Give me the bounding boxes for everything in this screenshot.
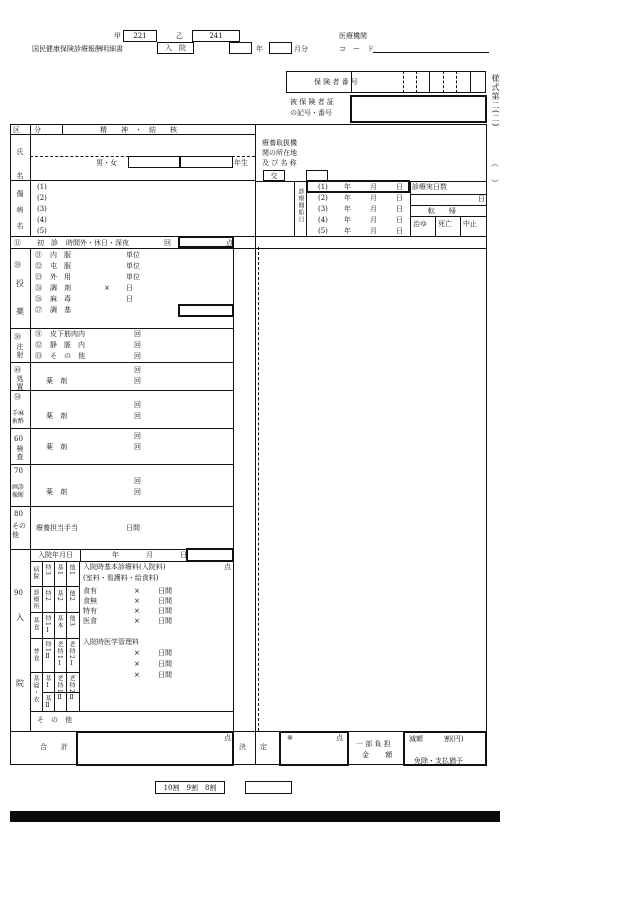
digit-div <box>443 71 444 93</box>
line <box>30 672 79 673</box>
c-u-2: 回 <box>134 352 141 360</box>
line <box>10 464 233 465</box>
meal-d: 日間 <box>158 607 172 615</box>
line <box>62 124 63 134</box>
gazo-kai-2: 回 <box>134 488 141 496</box>
meal-label: 食有 <box>83 587 97 595</box>
label-byoin: 病院 <box>32 566 39 580</box>
shujutsu-num: ㊿ <box>14 393 21 401</box>
gokei-box[interactable] <box>76 731 234 766</box>
line <box>435 216 436 236</box>
c-u-0: 回 <box>134 330 141 338</box>
gokei-ten: 点 <box>224 734 231 742</box>
paren-1: ︵ <box>491 159 499 168</box>
line <box>10 134 255 135</box>
c-l-2: そ の 他 <box>50 352 85 360</box>
year-box[interactable] <box>229 42 252 54</box>
c-n-2: ㉝ <box>35 352 42 360</box>
sonota-nichi: 日間 <box>126 524 140 532</box>
cell-toku2[interactable]: 特2 <box>44 590 51 602</box>
start-m: 月 <box>370 216 377 224</box>
line <box>10 362 233 363</box>
chusha-label: 注射 <box>16 343 24 359</box>
c-l-0: 皮下筋肉内 <box>50 330 85 338</box>
line <box>30 561 233 562</box>
line <box>410 181 411 236</box>
t-l-2: 外 用 <box>50 273 71 281</box>
t-x-3: × <box>104 284 110 292</box>
start-label: 診療開始日 <box>297 188 304 223</box>
line <box>233 248 234 731</box>
disease-1: (1) <box>37 183 47 191</box>
bottom-bar <box>10 811 500 822</box>
gazo-yakuzai: 薬 剤 <box>46 488 67 496</box>
born-label: 年生 <box>234 159 248 167</box>
month-box[interactable] <box>269 42 292 54</box>
kensa-kai-1: 回 <box>134 432 141 440</box>
line <box>10 428 233 429</box>
line <box>294 181 295 236</box>
nyuin-d: 日 <box>180 551 187 559</box>
c-u-1: 回 <box>134 341 141 349</box>
shoshin-kai: 回 <box>164 239 171 247</box>
igaku-x: × <box>134 649 140 657</box>
cell-ki-2[interactable]: 基Ⅱ <box>44 695 51 710</box>
birth-box[interactable] <box>180 156 233 168</box>
line <box>30 248 31 731</box>
chushi[interactable]: 中止 <box>463 220 477 228</box>
start-y: 年 <box>344 183 351 191</box>
kihon-title: 入院時基本診療料(入院料) <box>83 563 166 571</box>
gazo-label: 画診像断 <box>12 484 25 499</box>
line <box>79 561 80 711</box>
line <box>10 236 487 237</box>
t-n-0: ㉑ <box>35 251 42 259</box>
line <box>410 194 487 195</box>
facility-l2: 関の所在地 <box>262 149 297 157</box>
shibou[interactable]: 死亡 <box>438 220 452 228</box>
jitsu-d: 日 <box>478 195 485 203</box>
start-d: 日 <box>396 194 403 202</box>
line <box>10 180 255 181</box>
meal-x: × <box>134 597 140 605</box>
sonota-text: 療養担当手当 <box>36 524 78 532</box>
igaku-d: 日間 <box>158 671 172 679</box>
igaku-x: × <box>134 660 140 668</box>
start-3: (3) <box>318 205 328 213</box>
disease-4: (4) <box>37 216 47 224</box>
cell-ta1[interactable]: 他1 <box>68 564 75 576</box>
digit-div <box>429 71 430 93</box>
ko-badge: 交 <box>263 170 285 181</box>
line <box>460 216 461 236</box>
chusha-num: ㉚ <box>14 333 21 341</box>
c-n-1: ㉜ <box>35 341 42 349</box>
shujutsu-label: 手麻術酔 <box>12 410 25 425</box>
digit-div <box>416 71 417 93</box>
kensa-label: 検査 <box>16 445 24 461</box>
wari-box[interactable] <box>245 781 292 794</box>
otsu-label: 乙 <box>176 32 183 40</box>
kubun-value: 精 神 ・ 結 核 <box>100 126 177 134</box>
line <box>54 561 55 711</box>
nyuin-badge: 入 院 <box>157 42 194 54</box>
code-label: コ ー ド <box>339 45 374 53</box>
gengaku: 減額 割(円) <box>409 735 464 743</box>
igaku-x: × <box>134 671 140 679</box>
start-d: 日 <box>396 227 403 235</box>
start-5: (5) <box>318 227 328 235</box>
line <box>10 248 487 249</box>
line <box>66 561 67 711</box>
t-l-3: 調 剤 <box>50 284 71 292</box>
igaku-d: 日間 <box>158 660 172 668</box>
jitsu-label: 診療実日数 <box>412 183 447 191</box>
meal-x: × <box>134 617 140 625</box>
kubun-label: 区 分 <box>13 126 41 134</box>
cell-ki1[interactable]: 基1 <box>56 564 63 576</box>
label-fushoku: 普食 <box>32 648 39 662</box>
start-4: (4) <box>318 216 328 224</box>
insurer-number-label: 保 険 者 番 号 <box>314 78 358 86</box>
cell-ta2[interactable]: 他2 <box>68 590 75 602</box>
t-n-4: ㉖ <box>35 295 42 303</box>
line <box>10 390 233 391</box>
cell-toku3[interactable]: 特3 <box>44 564 51 576</box>
start-y: 年 <box>344 194 351 202</box>
nyuin-date-box[interactable] <box>186 548 234 562</box>
kigo-box[interactable] <box>350 95 487 123</box>
shoshin-ten: 点 <box>226 239 233 247</box>
start-m: 月 <box>370 205 377 213</box>
t-u-0: 単位 <box>126 251 140 259</box>
paren-2: ︶ <box>491 179 499 188</box>
line <box>30 711 233 712</box>
igaku-d: 日間 <box>158 649 172 657</box>
disease-label: 傷 病 名 <box>16 190 24 230</box>
nyuin-l1: 入 <box>16 613 24 622</box>
t-n-1: ㉒ <box>35 262 42 270</box>
t-u-4: 日 <box>126 295 133 303</box>
menjo: 免除・支払猶予 <box>414 757 463 765</box>
nyuin-num: 90 <box>14 589 23 597</box>
kigo-label-2: の記号・番号 <box>290 109 332 117</box>
t-l-5: 調 基 <box>50 306 71 314</box>
meal-label: 特有 <box>83 607 97 615</box>
shujutsu-kai-2: 回 <box>134 412 141 420</box>
igaku-title: 入院時医学管理料 <box>83 638 139 646</box>
start-d: 日 <box>396 205 403 213</box>
cell-kihon[interactable]: 基本 <box>56 615 63 629</box>
nyuin-m: 月 <box>146 551 153 559</box>
line <box>258 247 259 731</box>
kihon-sub: (室料・看護料・給食料) <box>83 574 159 582</box>
shochi-kai-1: 回 <box>134 366 141 374</box>
start-y: 年 <box>344 216 351 224</box>
kettei-label: 決 定 <box>239 743 267 751</box>
t-l-4: 麻 毒 <box>50 295 71 303</box>
cell-ki-1[interactable]: 基Ⅰ <box>44 675 51 690</box>
kettei-kome: ※ <box>287 734 293 742</box>
gazo-kai-1: 回 <box>134 477 141 485</box>
shochi-yakuzai: 薬 剤 <box>46 377 67 385</box>
disease-2: (2) <box>37 194 47 202</box>
shoshin-label: 初 診 <box>37 239 58 247</box>
form-number: 様式第二(二) <box>491 74 500 128</box>
digit-div <box>456 71 457 93</box>
shochi-kai-2: 回 <box>134 377 141 385</box>
c-l-1: 静 脈 内 <box>50 341 85 349</box>
line <box>30 612 79 613</box>
shujutsu-kai-1: 回 <box>134 401 141 409</box>
line <box>30 586 79 587</box>
year-unit: 年 <box>256 45 263 53</box>
cell-toku1-2[interactable]: 特1Ⅱ <box>44 641 51 661</box>
birth-box[interactable] <box>128 156 180 168</box>
line <box>255 247 256 731</box>
start-d: 日 <box>396 216 403 224</box>
touyaku-l2: 薬 <box>16 307 24 316</box>
month-unit: 月分 <box>294 45 308 53</box>
sonota-label: その他 <box>12 522 26 539</box>
ko-value[interactable]: 221 <box>123 30 157 42</box>
kigo-label-1: 被 保 険 者 証 <box>290 98 334 106</box>
kensa-yakuzai: 薬 剤 <box>46 443 67 451</box>
otsu-value[interactable]: 241 <box>192 30 240 42</box>
line <box>10 328 233 329</box>
meal-x: × <box>134 587 140 595</box>
inst-label: 医療機関 <box>339 32 367 40</box>
t-l-0: 内 服 <box>50 251 71 259</box>
kensa-num: 60 <box>14 435 23 443</box>
start-m: 月 <box>370 194 377 202</box>
chiyu[interactable]: 治ゆ <box>413 220 427 228</box>
disease-5: (5) <box>37 227 47 235</box>
line <box>80 549 81 561</box>
meal-d: 日間 <box>158 597 172 605</box>
start-y: 年 <box>344 205 351 213</box>
t-n-3: ㉔ <box>35 284 42 292</box>
digit-div <box>470 71 471 93</box>
meal-d: 日間 <box>158 617 172 625</box>
sonota-num: 80 <box>14 510 23 518</box>
c-n-0: ㉛ <box>35 330 42 338</box>
t-l-1: 屯 服 <box>50 262 71 270</box>
label-kishoku: 基食 <box>32 617 39 631</box>
cell-ta3[interactable]: 他3 <box>68 615 75 627</box>
t-u-2: 単位 <box>126 273 140 281</box>
start-2: (2) <box>318 194 328 202</box>
cell-rotoku1-2[interactable]: 老特1Ⅱ <box>56 675 63 702</box>
t-n-2: ㉓ <box>35 273 42 281</box>
facility-l1: 療養取扱機 <box>262 139 297 147</box>
kettei-ten: 点 <box>336 734 343 742</box>
line <box>10 506 233 507</box>
meal-x: × <box>134 607 140 615</box>
cell-rotoku2-1[interactable]: 老特2Ⅰ <box>68 641 75 668</box>
nyuin-y: 年 <box>112 551 119 559</box>
t-u-3: 日 <box>126 284 133 292</box>
form-title: 国民健康保険診療報酬明細書 <box>32 45 123 53</box>
start-d: 日 <box>396 183 403 191</box>
shoshin-num: ⑪ <box>14 239 21 247</box>
disease-3: (3) <box>37 205 47 213</box>
futan-1: 一 部 負 担 <box>356 740 391 748</box>
nyuin-l2: 院 <box>16 679 24 688</box>
shoshin-sub: 時間外・休日・深夜 <box>66 239 129 247</box>
label-kishin: 基寝・衣 <box>32 675 39 703</box>
nyuin-sonota: そ の 他 <box>37 716 72 724</box>
shochi-label: 処置 <box>16 375 24 391</box>
meal-d: 日間 <box>158 587 172 595</box>
nyuin-date-label: 入院年月日 <box>38 551 73 559</box>
futan-2: 金 額 <box>362 751 393 759</box>
cell-rotoku1-1[interactable]: 老特1Ⅰ <box>56 641 63 668</box>
ko-label: 甲 <box>114 32 121 40</box>
line <box>410 216 487 217</box>
kihon-ten: 点 <box>224 563 231 571</box>
start-y: 年 <box>344 227 351 235</box>
shochi-num: ㊵ <box>14 366 21 374</box>
line <box>410 205 487 206</box>
code-line <box>373 52 489 53</box>
meal-label: 医食 <box>83 617 97 625</box>
sex-label[interactable]: 男・女 <box>96 159 117 167</box>
gokei-label: 合 計 <box>40 743 68 751</box>
shujutsu-yakuzai: 薬 剤 <box>46 412 67 420</box>
start-1: (1) <box>318 183 328 191</box>
touyaku-l1: 投 <box>16 279 24 288</box>
kensa-kai-2: 回 <box>134 443 141 451</box>
facility-l3: 及 び 名 称 <box>262 159 297 167</box>
cell-ki2[interactable]: 基2 <box>56 590 63 602</box>
t-n-5: ㉗ <box>35 306 42 314</box>
start-m: 月 <box>370 227 377 235</box>
insurer-number-box[interactable] <box>351 71 486 93</box>
cell-rotoku2-2[interactable]: 老特2Ⅱ <box>68 675 75 702</box>
label-shinryojo: 診療所 <box>32 589 39 610</box>
t-u-1: 単位 <box>126 262 140 270</box>
line <box>42 561 43 711</box>
meal-label: 食無 <box>83 597 97 605</box>
name-label: 氏 名 <box>16 148 24 180</box>
gazo-num: 70 <box>14 467 23 475</box>
start-m: 月 <box>370 183 377 191</box>
wari-options[interactable]: 10割 9割 8割 <box>155 781 225 794</box>
tenki-label: 転 帰 <box>428 207 456 215</box>
cell-toku1-1[interactable]: 特1Ⅰ <box>44 615 51 635</box>
digit-div <box>403 71 404 93</box>
line <box>30 638 79 639</box>
touyaku-num: ⑳ <box>14 261 21 269</box>
touyaku-ten-box[interactable] <box>178 304 234 317</box>
